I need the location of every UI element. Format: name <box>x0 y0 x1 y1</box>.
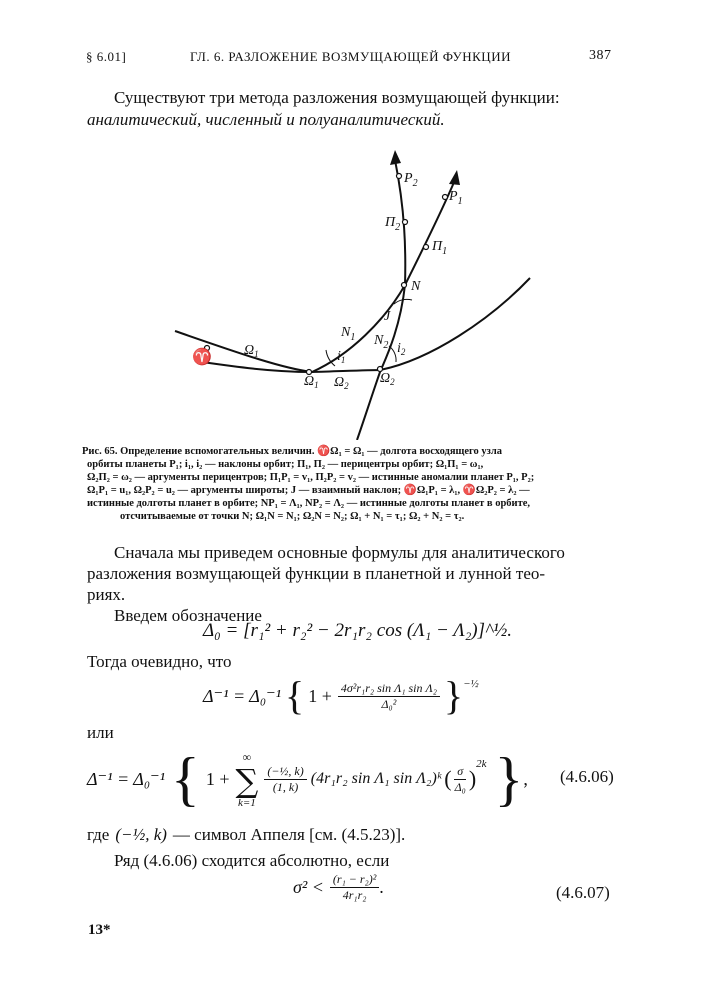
eq3-one: 1 + <box>205 768 230 789</box>
label-p1: $P_1$ <box>449 189 463 207</box>
label-aries: ♈ <box>192 349 212 366</box>
eq2-one: 1 + <box>308 685 332 706</box>
eq4-fraction <box>330 872 379 903</box>
eq4-den: 4r₁r₂ <box>342 888 367 902</box>
equation-convergence <box>293 872 384 903</box>
eq3-exponent: 2k <box>476 758 487 770</box>
eq3-sum-sign: ∑ <box>235 761 259 800</box>
label-omega1-top: $\Omega_1$ <box>244 343 259 359</box>
signature-mark: 13* <box>88 922 111 938</box>
eq2-left: Δ⁻¹ = Δ₀⁻¹ <box>203 685 282 706</box>
para4-suffix: — символ Аппеля [см. (4.5.23)]. <box>172 825 406 844</box>
eq3-brace-left: { <box>171 746 200 812</box>
label-omega2-mid: $\Omega_2$ <box>334 375 349 391</box>
eq3-ratio <box>452 764 469 795</box>
para4-prefix: где <box>87 825 110 844</box>
label-p2: $P_2$ <box>404 171 418 189</box>
eq3-ratio-den: Δ₀ <box>454 779 466 794</box>
para1-line-1: Сначала мы приведем основные формулы для аналитического <box>114 543 565 562</box>
arrow-orbit-2 <box>390 150 401 165</box>
equation-delta0: Δ₀ = [r₁² + r₂² − 2r₁r₂ cos (Λ₁ − Λ₂)]^½. <box>203 620 513 641</box>
figure-caption-line-6: отсчитываемые от точки N; Ω₁N = N₁; Ω₂N = N₂; Ω₁ + N₁ = τ₁; Ω₂ + N₂ = τ₂. <box>120 511 465 522</box>
eq4-left: σ² < <box>293 877 324 897</box>
label-pi1: $\Pi_1$ <box>432 239 448 257</box>
point-pi2 <box>403 220 408 225</box>
figure-caption-line-1: Рис. 65. Определение вспомогательных величин. ♈Ω₁ = Ω₁ — долгота восходящего узла <box>82 446 503 457</box>
eq2-brace-left: { <box>285 673 305 718</box>
eq2-exponent: −½ <box>463 678 479 690</box>
eq3-paren-right: ) <box>468 766 477 791</box>
eq3-left: Δ⁻¹ = Δ₀⁻¹ <box>87 768 166 789</box>
para4 <box>87 824 405 846</box>
label-pi2: $\Pi_2$ <box>385 215 401 233</box>
eq3-appell-num: (−½, k) <box>264 764 306 780</box>
point-n <box>402 283 407 288</box>
eq2-numerator: 4σ²r₁r₂ sin Λ₁ sin Λ₂ <box>338 681 440 697</box>
figure-caption-line-4: Ω₁P₁ = u₁, Ω₂P₂ = u₂ — аргументы широты; J — взаимный наклон; ♈Ω₁P₁ = λ₁, ♈Ω₂P₂ = λ₂ — <box>87 485 530 496</box>
eq4-number: (4.6.07) <box>556 883 610 902</box>
eq4-num: (r₁ − r₂)² <box>330 872 379 888</box>
eq2-fraction <box>338 681 440 712</box>
eq3-brace-right: } <box>494 746 524 812</box>
eq3-body: (4r₁r₂ sin Λ₁ sin Λ₂)ᵏ <box>310 770 442 787</box>
para3: Тогда очевидно, что <box>87 652 232 671</box>
label-omega1-node: $\Omega_1$ <box>304 374 319 390</box>
eq3-ratio-num: σ <box>454 764 466 780</box>
label-omega2-node: $\Omega_2$ <box>380 371 395 387</box>
orbit-figure <box>0 0 718 440</box>
arrow-orbit-1 <box>449 170 460 185</box>
eq3-paren-left: ( <box>444 766 452 791</box>
eq3-appell-fraction <box>264 764 306 795</box>
label-j: J <box>384 309 391 324</box>
page-number: 387 <box>589 48 612 63</box>
label-i2: $i_2$ <box>397 341 406 357</box>
orbit-2-curve <box>357 160 405 440</box>
orbit-1-curve <box>175 180 455 372</box>
eq3-sum-bottom: k=1 <box>238 796 256 809</box>
label-n2: $N_2$ <box>374 333 389 351</box>
para1-line-2: разложения возмущающей функции в планетной и лунной тео- <box>87 564 546 583</box>
equation-series: Δ⁻¹ = Δ₀⁻¹ { 1 + ∞ ∑ k=1 $\frac{\text{(−½, k)}}{(1, k)}$ (4r₁r₂ sin Λ₁ sin Λ₂)ᵏ ( $\frac{\sigma}{\text{Δ₀}}$ ) 2k } , <box>87 746 528 812</box>
point-p1 <box>443 195 448 200</box>
intro-line-1: Существуют три метода разложения возмущающей функции: <box>114 88 560 107</box>
point-p2 <box>397 174 402 179</box>
or-word: или <box>87 723 114 742</box>
eq3-sum-top: ∞ <box>242 749 252 764</box>
eq4-dot: . <box>379 877 384 897</box>
running-title: ГЛ. 6. РАЗЛОЖЕНИЕ ВОЗМУЩАЮЩЕЙ ФУНКЦИИ <box>190 49 511 64</box>
para5: Ряд (4.6.06) сходится абсолютно, если <box>114 851 390 870</box>
figure-caption-line-2: орбиты планеты P₁; i₁, i₂ — наклоны орбит; Π₁, Π₂ — перицентры орбит; Ω₁Π₁ = ω₁, <box>87 459 484 470</box>
eq3-sum <box>235 750 258 809</box>
point-pi1 <box>424 245 429 250</box>
equation-delta-inverse <box>203 673 479 718</box>
intro-line-2: аналитический, численный и полуаналитический. <box>87 110 445 129</box>
eq3-number: (4.6.06) <box>560 767 614 786</box>
label-n1: $N_1$ <box>341 325 356 343</box>
eq2-denominator: Δ₀² <box>381 696 397 711</box>
label-i1: $i_1$ <box>337 349 346 365</box>
figure-caption-line-5: истинные долготы планет в орбите; NP₁ = Λ₁, NP₂ = Λ₂ — истинные долготы планет в орбите, <box>87 498 531 509</box>
para1-line-3: риях. <box>87 585 126 604</box>
eq3-appell-den: (1, k) <box>272 779 299 794</box>
section-ref: § 6.01] <box>86 49 127 64</box>
para4-symbol: (−½, k) <box>115 825 167 844</box>
para2: Введем обозначение <box>114 606 262 625</box>
eq2-brace-right: } <box>443 673 464 718</box>
label-n: N <box>411 279 421 294</box>
figure-caption-line-3: Ω₂Π₂ = ω₂ — аргументы перицентров; Π₁P₁ = v₁, Π₂P₂ = v₂ — истинные аномалии планет P₁, P₂; <box>87 472 535 483</box>
